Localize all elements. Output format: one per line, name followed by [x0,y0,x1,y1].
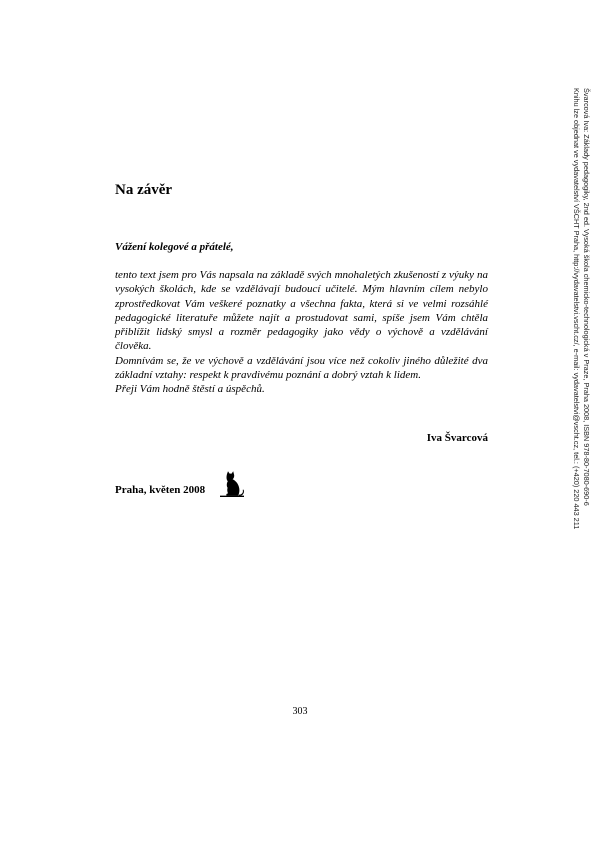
cat-icon [217,470,247,500]
paragraph: Domnívám se, že ve výchově a vzdělávání jsou více než cokoliv jiného důležité dva základní vztahy: respekt k pravdivému poznání a dobrý vztah k lidem. [115,354,488,382]
page-number: 303 [292,706,308,717]
salutation: Vážení kolegové a přátelé, [115,241,234,253]
signature: Iva Švarcová [426,432,488,444]
margin-note [565,88,591,568]
body-text [115,268,488,397]
citation-line: Švarcová Iva: Základy pedagogiky, 2nd ed. Vysoká škola chemicko-technologická v Praze, Praha 2008, ISBN 978-80-7080-690-6 [582,88,591,506]
page-title: Na závěr [115,182,173,198]
order-info-line: Knihu lze objednat ve vydavatelství VŠCHT Praha, http://vydavatelstvi.vscht.cz/, e-mail: vydavatelstvi@vscht.cz, tel.: (+420) 220 443 211 [572,88,581,530]
paragraph: Přeji Vám hodně štěstí a úspěchů. [115,383,265,396]
paragraph: tento text jsem pro Vás napsala na základě svých mnohaletých zkušeností z výuky na vysokých školách, kde se vzdělávají budoucí učitelé. Mým hlavním cílem nebylo zprostředkovat Vám veškeré poznatky a všechna fakta, která si ve velmi rozsáhlé pedagogické literatuře můžete najít a prostudovat sami, spíše jsem Vám chtěla přiblížit lidský smysl a rozměr pedagogiky jako vědy o výchově a vzdělávání člověka. [115,269,488,353]
place-date: Praha, květen 2008 [115,484,206,496]
